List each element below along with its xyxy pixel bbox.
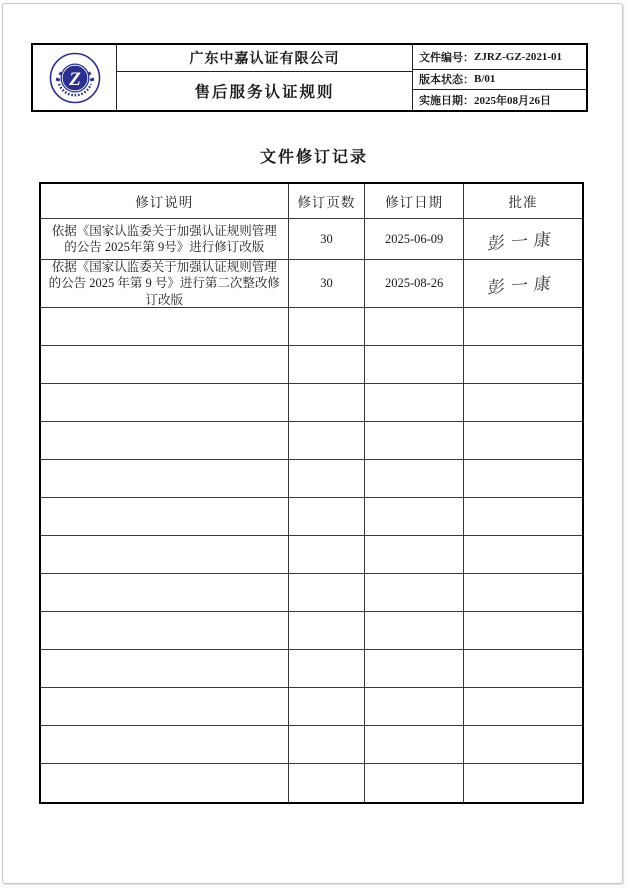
empty-cell bbox=[41, 384, 289, 422]
empty-cell bbox=[41, 574, 289, 612]
empty-cell bbox=[289, 650, 366, 688]
empty-cell bbox=[289, 498, 366, 536]
meta-label: 文件编号： bbox=[419, 51, 474, 64]
meta-value: 2025年08月26日 bbox=[474, 95, 551, 108]
meta-row-version-status bbox=[413, 70, 586, 91]
empty-cell bbox=[365, 460, 464, 498]
empty-cell bbox=[464, 688, 582, 726]
meta-label: 实施日期： bbox=[419, 95, 474, 108]
section-title: 文件修订记录 bbox=[259, 149, 368, 166]
column-header: 修订页数 bbox=[289, 184, 366, 219]
empty-cell bbox=[365, 346, 464, 384]
empty-cell bbox=[41, 726, 289, 764]
empty-cell bbox=[365, 688, 464, 726]
empty-cell bbox=[464, 460, 582, 498]
empty-cell bbox=[464, 536, 582, 574]
revision-table bbox=[39, 182, 584, 804]
revision-description-cell: 依据《国家认监委关于加强认证规则管理的公告 2025年第 9号》进行修订改版 bbox=[41, 219, 289, 260]
empty-cell bbox=[464, 764, 582, 802]
column-header: 修订说明 bbox=[41, 184, 289, 219]
meta-row-document-number bbox=[413, 45, 586, 70]
approval-signature: 彭一康 bbox=[487, 273, 559, 299]
revision-pages-cell: 30 bbox=[289, 219, 366, 260]
empty-cell bbox=[289, 612, 366, 650]
empty-cell bbox=[289, 422, 366, 460]
empty-cell bbox=[365, 574, 464, 612]
company-name: 广东中嘉认证有限公司 bbox=[117, 45, 412, 72]
empty-cell bbox=[365, 536, 464, 574]
empty-cell bbox=[365, 612, 464, 650]
empty-cell bbox=[365, 764, 464, 802]
meta-value: B/01 bbox=[474, 73, 496, 86]
empty-cell bbox=[365, 422, 464, 460]
empty-cell bbox=[41, 536, 289, 574]
empty-cell bbox=[41, 650, 289, 688]
empty-cell bbox=[41, 764, 289, 802]
empty-cell bbox=[289, 574, 366, 612]
empty-cell bbox=[41, 612, 289, 650]
empty-cell bbox=[365, 384, 464, 422]
meta-label: 版本状态： bbox=[419, 74, 474, 87]
empty-cell bbox=[365, 650, 464, 688]
revision-date-cell: 2025-06-09 bbox=[365, 219, 464, 260]
empty-cell bbox=[365, 308, 464, 346]
empty-cell bbox=[365, 726, 464, 764]
empty-cell bbox=[41, 422, 289, 460]
empty-cell bbox=[464, 422, 582, 460]
empty-cell bbox=[464, 574, 582, 612]
empty-cell bbox=[464, 308, 582, 346]
empty-cell bbox=[289, 308, 366, 346]
empty-cell bbox=[41, 460, 289, 498]
meta-row-implementation-date bbox=[413, 90, 586, 110]
revision-description-cell: 依据《国家认监委关于加强认证规则管理的公告 2025 年第 9 号》进行第二次整改修订改版 bbox=[41, 260, 289, 308]
empty-cell bbox=[289, 726, 366, 764]
logo-cell bbox=[33, 45, 117, 110]
meta-value: ZJRZ-GZ-2021-01 bbox=[474, 50, 562, 63]
empty-cell bbox=[464, 384, 582, 422]
revision-pages-cell: 30 bbox=[289, 260, 366, 308]
empty-cell bbox=[464, 650, 582, 688]
document-header-table bbox=[31, 43, 588, 112]
column-header: 批准 bbox=[464, 184, 582, 219]
empty-cell bbox=[41, 346, 289, 384]
empty-cell bbox=[41, 308, 289, 346]
empty-cell bbox=[464, 498, 582, 536]
document-title: 售后服务认证规则 bbox=[194, 84, 335, 101]
empty-cell bbox=[41, 688, 289, 726]
approval-cell bbox=[464, 260, 582, 308]
empty-cell bbox=[464, 346, 582, 384]
approval-cell bbox=[464, 219, 582, 260]
empty-cell bbox=[289, 384, 366, 422]
approval-signature: 彭一康 bbox=[487, 229, 559, 255]
empty-cell bbox=[289, 688, 366, 726]
column-header: 修订日期 bbox=[365, 184, 464, 219]
empty-cell bbox=[464, 612, 582, 650]
empty-cell bbox=[289, 460, 366, 498]
empty-cell bbox=[464, 726, 582, 764]
empty-cell bbox=[289, 536, 366, 574]
empty-cell bbox=[41, 498, 289, 536]
company-logo-icon bbox=[48, 51, 102, 105]
revision-date-cell: 2025-08-26 bbox=[365, 260, 464, 308]
empty-cell bbox=[365, 498, 464, 536]
empty-cell bbox=[289, 346, 366, 384]
header-middle-cell bbox=[117, 45, 413, 110]
logo-monogram: Z bbox=[68, 68, 81, 90]
header-meta-cell bbox=[413, 45, 586, 110]
empty-cell bbox=[289, 764, 366, 802]
